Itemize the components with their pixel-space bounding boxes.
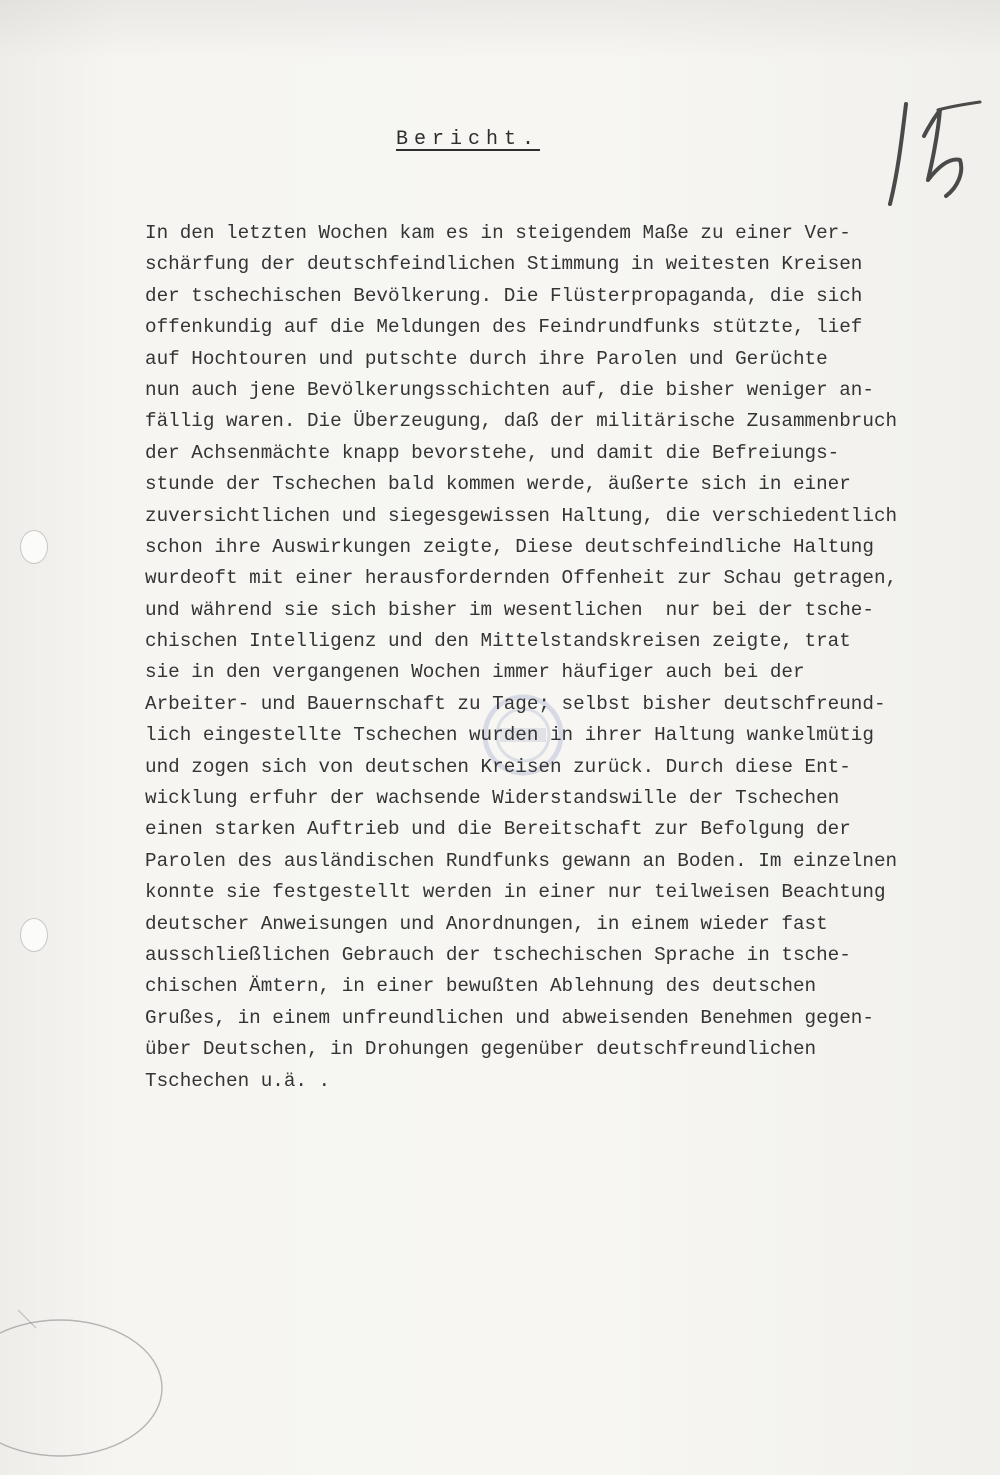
text-line: wicklung erfuhr der wachsende Widerstandswille der Tschechen — [145, 787, 840, 810]
handwritten-folio-number — [868, 92, 988, 212]
text-line: ausschließlichen Gebrauch der tschechischen Sprache in tsche- — [145, 943, 851, 966]
text-line: zuversichtlichen und siegesgewissen Haltung, die verschiedentlich — [145, 504, 898, 527]
punch-hole-upper — [20, 530, 48, 564]
text-line: Parolen des ausländischen Rundfunks gewann an Boden. Im einzelnen — [145, 849, 898, 872]
text-line: sie in den vergangenen Wochen immer häufiger auch bei der — [145, 661, 805, 684]
text-line: chischen Ämtern, in einer bewußten Ablehnung des deutschen — [145, 975, 817, 998]
text-line: offenkundig auf die Meldungen des Feindrundfunks stützte, lief — [145, 316, 863, 339]
text-line: Tschechen u.ä. . — [145, 1069, 331, 1092]
text-line: schärfung der deutschfeindlichen Stimmung in weitesten Kreisen — [145, 253, 863, 276]
text-line: wurdeoft mit einer herausfordernden Offenheit zur Schau getragen, — [145, 567, 898, 590]
report-body — [145, 218, 990, 1097]
text-line: der tschechischen Bevölkerung. Die Flüsterpropaganda, die sich — [145, 284, 863, 307]
page-shadow — [0, 0, 1000, 60]
text-line: auf Hochtouren und putschte durch ihre Parolen und Gerüchte — [145, 347, 828, 370]
text-line: nun auch jene Bevölkerungsschichten auf, die bisher weniger an- — [145, 378, 874, 401]
text-line: Grußes, in einem unfreundlichen und abweisenden Benehmen gegen- — [145, 1006, 874, 1029]
text-line: konnte sie festgestellt werden in einer nur teilweisen Beachtung — [145, 881, 886, 904]
document-title: Bericht. — [396, 128, 541, 151]
text-line: deutscher Anweisungen und Anordnungen, in einem wieder fast — [145, 912, 828, 935]
text-line: stunde der Tschechen bald kommen werde, äußerte sich in einer — [145, 473, 851, 496]
text-line: Arbeiter- und Bauernschaft zu Tage; selbst bisher deutschfreund- — [145, 692, 886, 715]
text-line: der Achsenmächte knapp bevorstehe, und damit die Befreiungs- — [145, 441, 840, 464]
text-line: und während sie sich bisher im wesentlichen nur bei der tsche- — [145, 598, 874, 621]
punch-hole-lower — [20, 918, 48, 952]
pencil-circle-mark — [0, 1300, 180, 1470]
text-line: und zogen sich von deutschen Kreisen zurück. Durch diese Ent- — [145, 755, 851, 778]
text-line: chischen Intelligenz und den Mittelstandskreisen zeigte, trat — [145, 630, 851, 653]
text-line: fällig waren. Die Überzeugung, daß der militärische Zusammenbruch — [145, 410, 898, 433]
text-line: einen starken Auftrieb und die Bereitschaft zur Befolgung der — [145, 818, 851, 841]
text-line: über Deutschen, in Drohungen gegenüber deutschfreundlichen — [145, 1038, 817, 1061]
text-line: lich eingestellte Tschechen wurden in ihrer Haltung wankelmütig — [145, 724, 874, 747]
text-line: In den letzten Wochen kam es in steigendem Maße zu einer Ver- — [145, 222, 851, 244]
text-line: schon ihre Auswirkungen zeigte, Diese deutschfeindliche Haltung — [145, 535, 874, 558]
